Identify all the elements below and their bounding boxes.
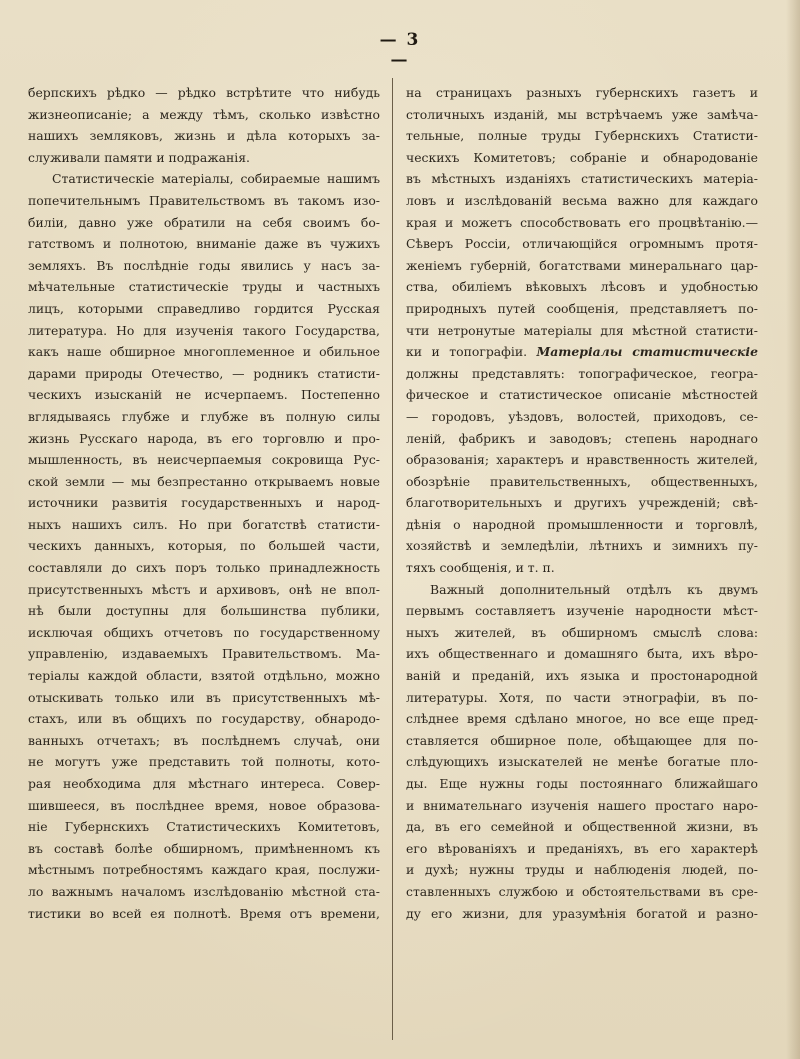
text-line [28, 406, 380, 428]
text-line [406, 579, 758, 601]
text-line [406, 449, 758, 471]
page-number: — 3 — [379, 30, 421, 70]
text-line-content: составляли до сихъ поръ только принадлежность [28, 560, 380, 576]
text-line [406, 687, 758, 709]
text-line [406, 276, 758, 298]
text-line [28, 104, 380, 126]
text-line-content: берпскихъ рѣдко — рѣдко встрѣтите что нибудь [28, 85, 380, 100]
text-line [406, 665, 758, 687]
right-column [406, 82, 758, 1042]
text-line [28, 687, 380, 709]
text-line [28, 384, 380, 406]
text-line-content: лицъ, которыми справедливо гордится Русская [28, 300, 380, 316]
text-line [406, 557, 758, 579]
text-line [28, 903, 380, 925]
text-line-content: теріалы каждой области, взятой отдѣльно, можно [28, 668, 380, 684]
text-line-content: обозрѣніе правительственныхъ, общественныхъ, [406, 473, 758, 489]
text-line [28, 535, 380, 557]
text-line [406, 147, 758, 169]
text-line [28, 795, 380, 817]
text-line-content: ской земли — мы безпрестанно открываемъ новые [28, 473, 380, 489]
text-line-content: фическое и статистическое описаніе мѣстностей [406, 387, 758, 403]
text-line [28, 190, 380, 212]
text-line-content: рая необходима для мѣстнаго интереса. Совер- [28, 776, 380, 791]
text-line [406, 643, 758, 665]
text-line [406, 168, 758, 190]
text-line [406, 341, 758, 363]
text-line [406, 838, 758, 860]
text-line-content: служивали памяти и подражанія. [28, 149, 250, 165]
text-line [28, 147, 380, 169]
text-line [28, 665, 380, 687]
text-line-content: тяхъ сообщенія, и т. п. [406, 560, 555, 576]
text-line [406, 816, 758, 838]
text-line-content: литературы. Хотя, по части этнографіи, въ по- [406, 689, 758, 705]
text-line [28, 276, 380, 298]
text-line [406, 622, 758, 644]
text-line [28, 730, 380, 752]
text-line-content: чти нетронутые матеріалы для мѣстной статисти- [406, 322, 758, 338]
text-line [28, 125, 380, 147]
text-line [406, 384, 758, 406]
text-line-content: дарами природы Отечество, — родникъ статисти- [28, 365, 380, 381]
text-line-content: дѣнія о народной промышленности и торговлѣ, [406, 516, 758, 532]
text-line-content: ихъ общественнаго и домашняго быта, ихъ вѣро- [406, 646, 758, 662]
text-line [28, 298, 380, 320]
text-line-content: управленію, издаваемыхъ Правительствомъ. Ма- [28, 646, 380, 662]
text-line-content: мѣчательные статистическіе труды и частныхъ [28, 279, 380, 295]
text-line-content: въ мѣстныхъ изданіяхъ статистическихъ матеріа- [406, 171, 758, 187]
text-line-content: тельные, полные труды Губернскихъ Статисти- [406, 128, 758, 144]
text-line [28, 751, 380, 773]
text-line [28, 471, 380, 493]
text-line [406, 428, 758, 450]
text-line [28, 168, 380, 190]
text-line-content: слѣднее время сдѣлано многое, но все еще пред- [406, 711, 758, 727]
text-line-content: слѣдующихъ изыскателей не менѣе богатые пло- [406, 754, 758, 770]
text-line [406, 795, 758, 817]
text-line-content: ніе Губернскихъ Статистическихъ Комитетовъ, [28, 819, 380, 835]
text-line-content: нѣ были доступны для большинства публики, [28, 603, 380, 619]
page-edge-shadow [786, 0, 800, 1059]
text-line [28, 622, 380, 644]
text-line [406, 104, 758, 126]
text-line [406, 751, 758, 773]
text-line [28, 341, 380, 363]
text-line-content: его вѣрованіяхъ и преданіяхъ, въ его характерѣ [406, 840, 758, 856]
text-line [28, 255, 380, 277]
text-line [28, 449, 380, 471]
text-line-content: края и можетъ способствовать его процвѣтанію.— [406, 214, 758, 230]
text-line-content: ки и топографіи. [406, 344, 528, 360]
text-line-content: ставляется обширное поле, обѣщающее для по- [406, 732, 758, 748]
text-line [28, 600, 380, 622]
text-line [406, 298, 758, 320]
text-line-content: Важный дополнительный отдѣлъ къ двумъ [430, 581, 758, 597]
text-line-content: нашихъ земляковъ, жизнь и дѣла которыхъ за- [28, 128, 380, 144]
text-line-content: женіемъ губерній, богатствами минеральнаго цар- [406, 257, 758, 273]
text-line-content: литература. Но для изученія такого Государства, [28, 322, 380, 338]
text-line-content: первымъ составляетъ изученіе народности мѣст- [406, 603, 758, 619]
text-line [28, 643, 380, 665]
text-line [406, 514, 758, 536]
text-line [406, 363, 758, 385]
text-line [406, 492, 758, 514]
text-line-content: исключая общихъ отчетовъ по государственному [28, 624, 380, 640]
text-line-content: ческихъ Комитетовъ; собраніе и обнародованіе [406, 149, 758, 165]
text-line-content: — городовъ, уѣздовъ, волостей, приходовъ, се- [406, 408, 758, 424]
text-line-content: источники развитія государственныхъ и народ- [28, 495, 380, 511]
text-line [28, 363, 380, 385]
text-line-content: мышленность, въ неисчерпаемыя сокровища Рус- [28, 452, 380, 468]
text-line-content: ческихъ изысканій не исчерпаемъ. Постепенно [28, 387, 380, 403]
text-line [406, 903, 758, 925]
text-line [406, 881, 758, 903]
text-line-content: ваній и преданій, ихъ языка и простонародной [406, 668, 758, 684]
text-line [406, 255, 758, 277]
text-line [28, 212, 380, 234]
text-line-content: шившееся, въ послѣднее время, новое образова- [28, 797, 380, 813]
text-line [28, 557, 380, 579]
text-line-content: столичныхъ изданій, мы встрѣчаемъ уже замѣча- [406, 106, 758, 122]
text-line-content: ства, обиліемъ вѣковыхъ лѣсовъ и удобностью [406, 279, 758, 295]
text-line-content: ческихъ данныхъ, которыя, по большей части, [28, 538, 380, 554]
text-line [28, 428, 380, 450]
text-line-content: присутственныхъ мѣстъ и архивовъ, онѣ не впол- [28, 581, 380, 597]
text-line [406, 190, 758, 212]
text-line-content: ло важнымъ началомъ изслѣдованію мѣстной ста- [28, 883, 380, 899]
column-divider [392, 78, 393, 1040]
text-line-content: Сѣверъ Россіи, отличающійся огромнымъ протя- [406, 236, 758, 252]
text-line [406, 233, 758, 255]
text-line-content: не могутъ уже представить той полноты, кото- [28, 754, 380, 770]
text-line-content: леній, фабрикъ и заводовъ; степень народнаго [406, 430, 758, 446]
text-line-content: какъ наше обширное многоплеменное и обильное [28, 344, 380, 360]
text-line-content: образованія; характеръ и нравственность жителей, [406, 452, 758, 468]
text-line [28, 514, 380, 536]
text-line-content: Статистическіе матеріалы, собираемые нашимъ [52, 171, 380, 187]
text-line-content: ду его жизни, для уразумѣнія богатой и разно- [406, 905, 758, 921]
text-line-content: да, въ его семейной и общественной жизни, въ [406, 819, 758, 835]
text-line-content: хозяйствѣ и земледѣліи, лѣтнихъ и зимнихъ пу- [406, 538, 758, 554]
text-line [406, 859, 758, 881]
text-line [28, 773, 380, 795]
text-line-content: ставленныхъ службою и обстоятельствами въ сре- [406, 883, 758, 899]
text-line [28, 859, 380, 881]
text-line [406, 773, 758, 795]
text-line [406, 471, 758, 493]
text-line [406, 212, 758, 234]
text-line-content: и духѣ; нужны труды и наблюденія людей, по- [406, 862, 758, 878]
text-line [28, 881, 380, 903]
text-line-content: попечительнымъ Правительствомъ въ такомъ изо- [28, 192, 380, 208]
text-line-content: земляхъ. Въ послѣдніе годы явились у насъ за- [28, 257, 380, 273]
text-line [406, 82, 758, 104]
text-line-content: ванныхъ отчетахъ; въ послѣднемъ случаѣ, они [28, 732, 380, 748]
text-line [406, 320, 758, 342]
text-line [28, 708, 380, 730]
text-line [28, 579, 380, 601]
text-line-content: жизнеописаніе; а между тѣмъ, сколько извѣстно [28, 106, 380, 122]
text-line-content: гатствомъ и полнотою, вниманіе даже въ чужихъ [28, 236, 380, 252]
text-line-content: жизнь Русскаго народа, въ его торговлю и про- [28, 430, 380, 446]
left-column [28, 82, 380, 1042]
text-line-content: ловъ и изслѣдованій весьма важно для каждаго [406, 192, 758, 208]
text-line [28, 838, 380, 860]
text-line-content: въ составѣ болѣе обширномъ, примѣненномъ къ [28, 840, 380, 856]
text-line-content: на страницахъ разныхъ губернскихъ газетъ и [406, 85, 758, 100]
text-line-content: вглядываясь глубже и глубже въ полную силы [28, 408, 380, 424]
text-line-content: отыскивать только или въ присутственныхъ мѣ- [28, 689, 380, 705]
text-line-content: ды. Еще нужны годы постояннаго ближайшаго [406, 776, 758, 791]
emphasized-text: Матеріалы статистическіе [536, 344, 758, 360]
text-line-content: должны представлять: топографическое, геогра- [406, 365, 758, 381]
text-line [406, 406, 758, 428]
text-line-content: тистики во всей ея полнотѣ. Время отъ времени, [28, 905, 380, 921]
text-line-content: биліи, давно уже обратили на себя своимъ бо- [28, 214, 380, 230]
text-line [28, 816, 380, 838]
text-line [406, 125, 758, 147]
text-line [28, 492, 380, 514]
text-line-content: ныхъ жителей, въ обширномъ смыслѣ слова: [406, 624, 758, 640]
text-line [406, 708, 758, 730]
text-line [28, 82, 380, 104]
text-line-content: природныхъ путей сообщенія, представляетъ по- [406, 300, 758, 316]
text-line [28, 233, 380, 255]
text-line [406, 730, 758, 752]
text-line-content: благотворительныхъ и другихъ учрежденій; свѣ- [406, 495, 758, 511]
text-line [406, 600, 758, 622]
text-line [406, 535, 758, 557]
text-line-content: ныхъ нашихъ силъ. Но при богатствѣ статисти- [28, 516, 380, 532]
text-line-content: и внимательнаго изученія нашего простаго наро- [406, 797, 758, 813]
text-line-content: стахъ, или въ общихъ по государству, обнародо- [28, 711, 380, 727]
text-line [28, 320, 380, 342]
text-line-content: мѣстнымъ потребностямъ каждаго края, послужи- [28, 862, 380, 878]
